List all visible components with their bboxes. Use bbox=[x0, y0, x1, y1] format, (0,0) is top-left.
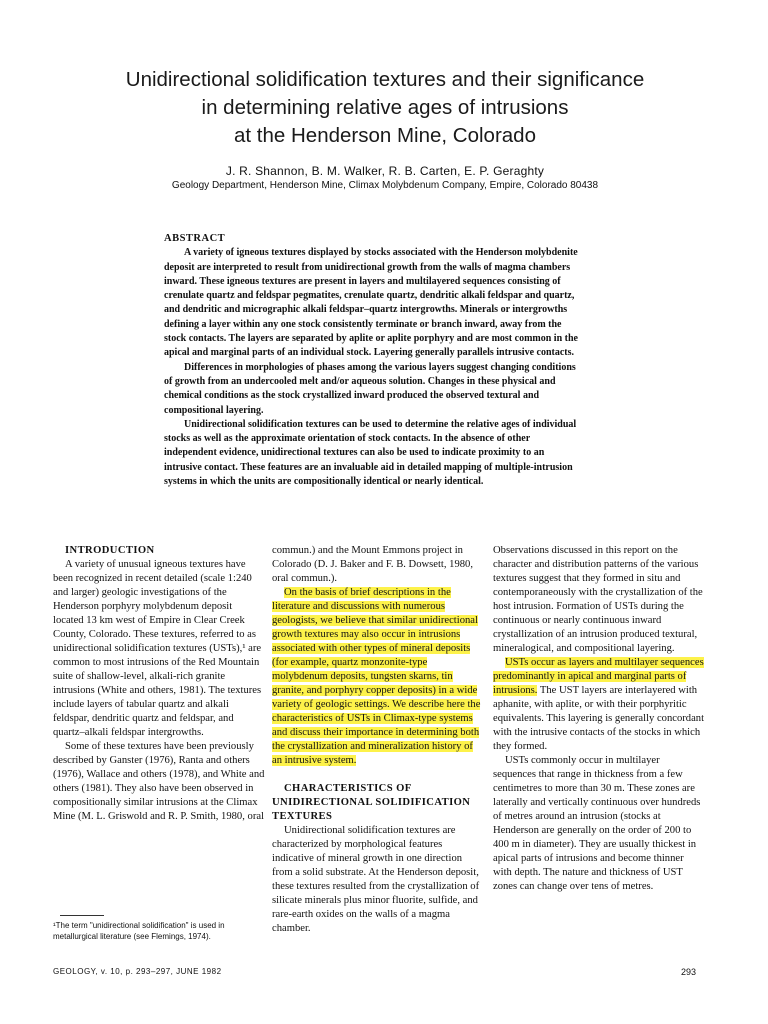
intro-paragraph-2: Some of these textures have been previously described by Ganster (1976), Ranta and others (1976), Wallace and others (1978), and White and others (1981). They also have been observed in compositionally similar intrusions at the Climax Mine (M. L. Griswold and R. P. Smith, 1980, oral bbox=[53, 741, 265, 822]
col3-paragraph-3: USTs commonly occur in multilayer sequences that range in thickness from a few centimetres to more than 30 m. These zones are laterally and vertically continuous over hundreds of metres around an intrusion (stocks at Henderson are generally on the order of 200 to 400 m in diameter). They are usually thickest in apical parts of intrusions and become thinner with depth. The nature and thickness of UST zones can change over tens of metres. bbox=[493, 755, 701, 892]
col2-highlighted-paragraph bbox=[272, 586, 484, 768]
abstract-paragraph-3: Unidirectional solidification textures can be used to determine the relative ages of individual stocks as well as the approximate orientation of stock contacts. In the absence of other independent evidence, unidirectional textures can also be used to indicate proximity to an intrusive contact. These features are an invaluable aid in detailed mapping of multiple-intrusion systems in which the units are compositionally identical or nearly identical. bbox=[164, 418, 577, 488]
title-line-1: Unidirectional solidification textures and their significance bbox=[125, 68, 645, 91]
journal-citation: GEOLOGY, v. 10, p. 293–297, JUNE 1982 bbox=[53, 967, 222, 976]
col3-paragraph-2-rest: The UST layers are interlayered with aphanite, with aplite, or with their porphyritic equivalents. This layering is generally concordant with the intrusive contacts of the stocks in which they formed. bbox=[493, 685, 705, 752]
body-column-1 bbox=[53, 544, 265, 824]
page-number: 293 bbox=[681, 967, 697, 977]
abstract-paragraph-2: Differences in morphologies of phases among the various layers suggest changing conditions of growth from an undercooled melt and/or aqueous solution. Changes in these physical and chemical conditions as the stock crystallized inward produced the observed textural and compositional layering. bbox=[164, 361, 576, 416]
body-column-2 bbox=[272, 544, 484, 936]
section-heading-introduction: INTRODUCTION bbox=[65, 545, 155, 556]
col2-continued-paragraph: commun.) and the Mount Emmons project in Colorado (D. J. Baker and F. B. Dowsett, 1980, oral commun.). bbox=[272, 545, 474, 584]
title-line-3: at the Henderson Mine, Colorado bbox=[234, 124, 536, 147]
intro-paragraph-1: A variety of unusual igneous textures have been recognized in recent detailed (scale 1:240 and larger) geologic investigations of the Henderson porphyry molybdenum deposit located 13 km west of Empire in Clear Creek County, Colorado. These textures, referred to as unidirectional solidification textures (USTs),¹ are common to most intrusions of the Red Mountain suite of shallow-level, alkali-rich granite intrusions (White and others, 1981). The textures include layers of tabular quartz and alkali feldspar, dendritic quartz and feldspar, and quartz–alkali feldspar intergrowths. bbox=[53, 559, 262, 738]
characteristics-paragraph-1: Unidirectional solidification textures are characterized by morphological features indicative of mineral growth in one direction from a solid substrate. At the Henderson deposit, these textures resulted from the crystallization of silicate minerals plus minor fluorite, sulfide, and rare-earth oxides on the walls of a magma chamber. bbox=[272, 825, 480, 934]
abstract-heading: ABSTRACT bbox=[164, 233, 226, 244]
body-column-3 bbox=[493, 544, 705, 894]
col3-paragraph-2 bbox=[493, 656, 705, 754]
abstract-paragraph-1: A variety of igneous textures displayed by stocks associated with the Henderson molybdenite deposit are interpreted to result from unidirectional growth from the walls of magma chambers inward. These igneous textures are present in layers and multilayered sequences consisting of crenulate quartz and feldspar pegmatites, crenulate quartz, dendritic alkali feldspar and quartz, and dendritic and micrographic alkali feldspar–quartz intergrowths. Minerals or intergrowths defining a layer within any one stock consistently terminate or branch inward, away from the stock contacts. The layers are separated by aplite or aplite porphyry and are most common in the apical and marginal parts of an individual stock. Layering generally parallels intrusive contacts. bbox=[164, 247, 578, 359]
footnote: ¹The term "unidirectional solidification" is used in metallurgical literature (see Flemings, 1974). bbox=[53, 921, 225, 941]
spacer bbox=[272, 768, 484, 782]
section-heading-characteristics: CHARACTERISTICS OF UNIDIRECTIONAL SOLIDIFICATION TEXTURES bbox=[272, 783, 471, 822]
author-list: J. R. Shannon, B. M. Walker, R. B. Carten, E. P. Geraghty bbox=[225, 164, 545, 178]
footnote-divider bbox=[60, 915, 104, 916]
highlighted-text: On the basis of brief descriptions in the literature and discussions with numerous geologists, we believe that similar unidirectional growth textures may also occur in intrusions associated with other types of mineral deposits (for example, quartz monzonite-type molybdenum deposits, tungsten skarns, tin granite, and porphyry copper deposits) in a wide variety of geologic settings. We describe here the characteristics of USTs in Climax-type systems and discuss their importance in determining both the crystallization and mineralization history of an intrusive system. bbox=[272, 587, 481, 766]
col3-continued-paragraph: Observations discussed in this report on the character and distribution patterns of the various textures suggest that they formed in situ and contemporaneously with the crystallization of the host intrusion. Formation of USTs during the continuous or nearly continuous inward crystallization of an intrusion produced textural, mineralogical, and compositional layering. bbox=[493, 545, 703, 654]
abstract-block bbox=[164, 232, 580, 489]
highlighted-text: USTs occur as layers and multilayer sequences predominantly in apical and marginal parts of intrusions. bbox=[493, 657, 704, 696]
title-line-2: in determining relative ages of intrusions bbox=[201, 96, 569, 119]
affiliation: Geology Department, Henderson Mine, Climax Molybdenum Company, Empire, Colorado 80438 bbox=[171, 180, 599, 191]
paper-title bbox=[60, 66, 710, 150]
